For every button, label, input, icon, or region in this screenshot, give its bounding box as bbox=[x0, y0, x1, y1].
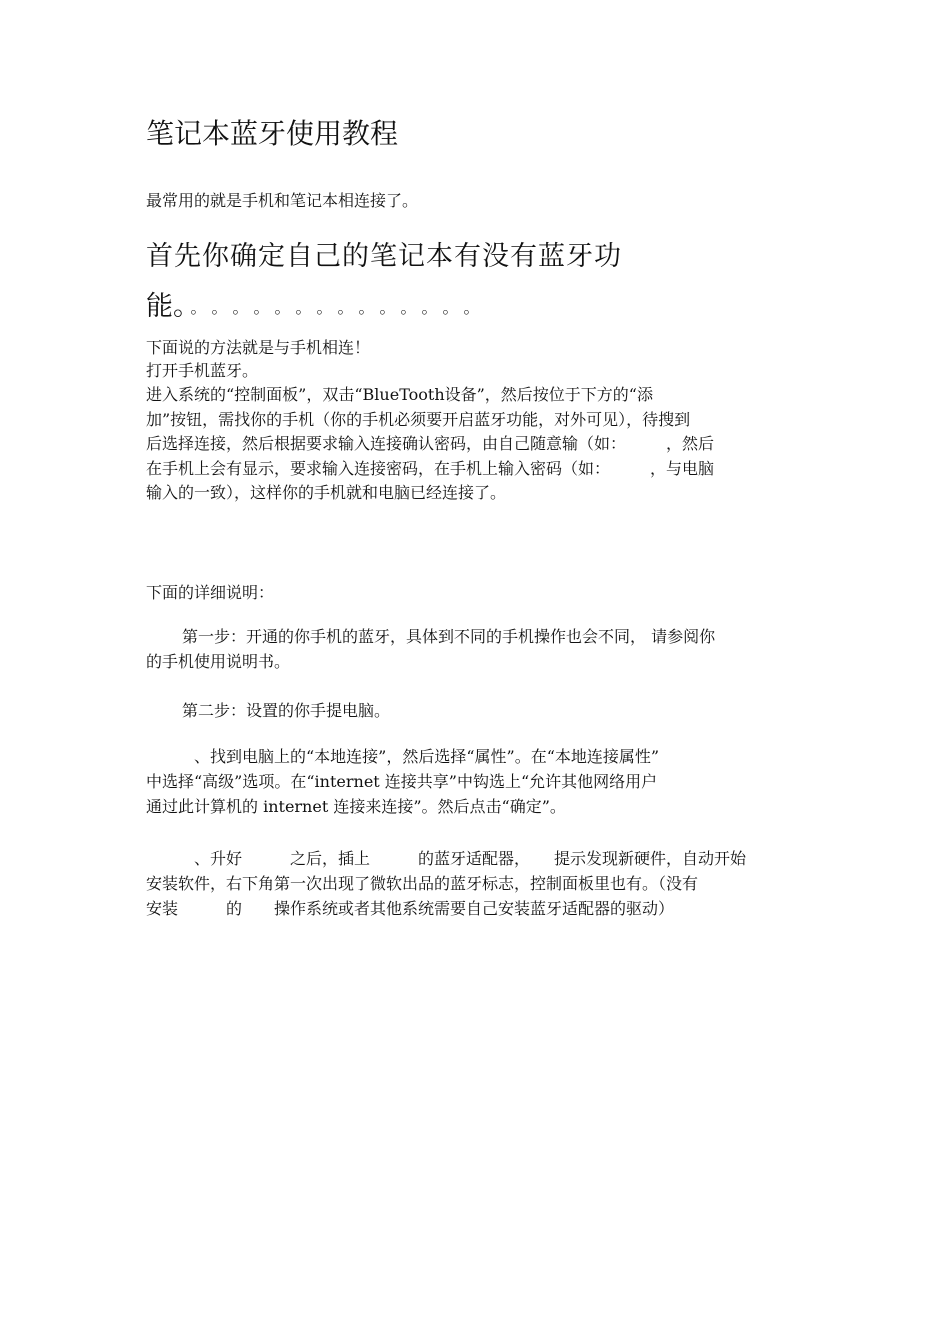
open-bluetooth-line: 打开手机蓝牙。 bbox=[146, 361, 259, 380]
paragraph-line: 在手机上会有显示，要求输入连接密码，在手机上输入密码（如： ，与电脑 bbox=[146, 458, 715, 478]
paragraph-line: 安装 的 操作系统或者其他系统需要自己安装蓝牙适配器的驱动） bbox=[146, 899, 675, 918]
large-text-line-2-text: 能。 bbox=[146, 291, 187, 322]
paragraph-line: 安装软件，右下角第一次出现了微软出品的蓝牙标志，控制面板里也有。（没有 bbox=[146, 874, 699, 893]
item-1-paragraph bbox=[146, 744, 810, 819]
step-2-paragraph: 第二步：设置的你手提电脑。 bbox=[182, 701, 391, 720]
paragraph-line: 输入的一致），这样你的手机就和电脑已经连接了。 bbox=[146, 483, 507, 502]
item-2-paragraph bbox=[146, 846, 810, 921]
paragraph-line: 、找到电脑上的“本地连接”，然后选择“属性”。在“本地连接属性” bbox=[194, 747, 660, 766]
paragraph-line: 的手机使用说明书。 bbox=[146, 652, 291, 671]
step-1-paragraph bbox=[146, 624, 810, 674]
ellipsis-dots: 。。。。。。。。。。。。。。 bbox=[190, 298, 493, 317]
intro-text: 最常用的就是手机和笔记本相连接了。 bbox=[146, 191, 419, 210]
large-text-line-2 bbox=[146, 284, 810, 323]
detail-heading: 下面的详细说明： bbox=[146, 583, 275, 602]
connect-paragraph bbox=[146, 383, 810, 506]
paragraph-line: 中选择“高级”选项。在“internet 连接共享”中钩选上“允许其他网络用户 bbox=[146, 772, 658, 791]
paragraph-line: 第一步：开通的你手机的蓝牙，具体到不同的手机操作也会不同， 请参阅你 bbox=[182, 627, 716, 646]
paragraph-line: 通过此计算机的 internet 连接来连接”。然后点击“确定”。 bbox=[146, 797, 566, 816]
paragraph-line: 后选择连接，然后根据要求输入连接确认密码，由自己随意输（如： ，然后 bbox=[146, 434, 715, 453]
paragraph-line: 进入系统的“控制面板”，双击“BlueTooth设备”，然后按位于下方的“添 bbox=[146, 385, 653, 404]
large-text-line-1: 首先你确定自己的笔记本有没有蓝牙功 bbox=[146, 241, 622, 272]
method-line: 下面说的方法就是与手机相连！ bbox=[146, 338, 371, 357]
paragraph-line: 、升好 之后，插上 的蓝牙适配器， 提示发现新硬件，自动开始 bbox=[194, 849, 747, 868]
paragraph-line: 加”按钮，需找你的手机（你的手机必须要开启蓝牙功能，对外可见），待搜到 bbox=[146, 409, 691, 429]
document-title: 笔记本蓝牙使用教程 bbox=[146, 117, 399, 150]
